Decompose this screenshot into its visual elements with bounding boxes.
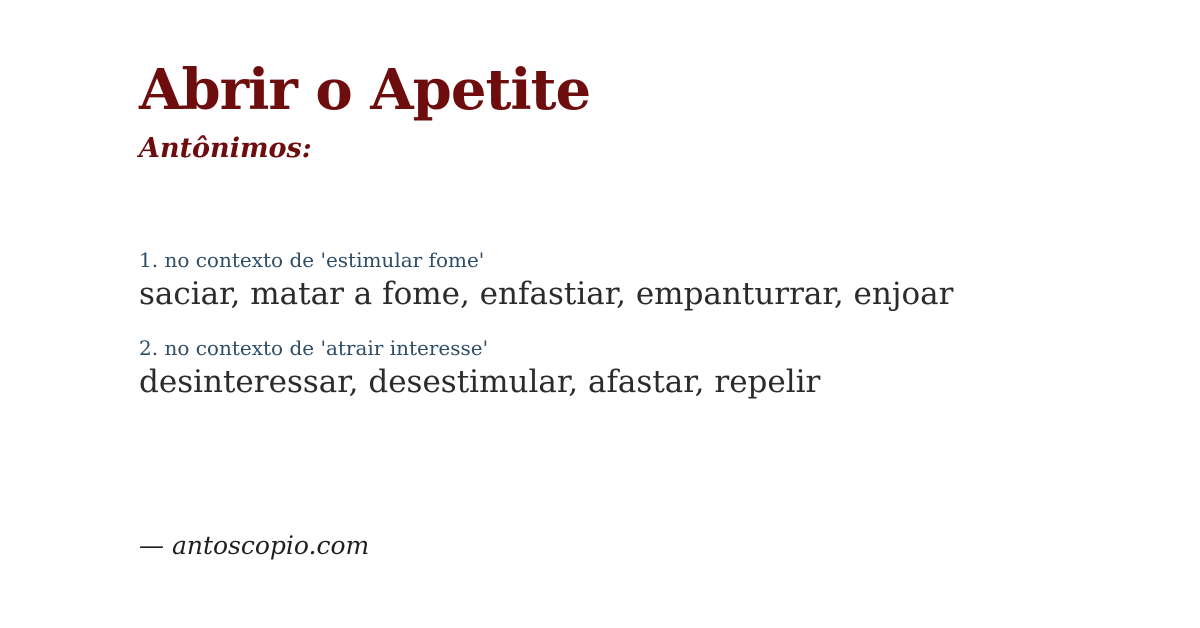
entry-1-context-text: no contexto de 'estimular fome' <box>164 248 485 272</box>
entry-2-context-text: no contexto de 'atrair interesse' <box>164 336 489 360</box>
page-title: Abrir o Apetite <box>139 57 591 123</box>
entry-2-number: 2. <box>139 336 159 360</box>
antonym-entry-2 <box>139 335 820 402</box>
antonym-entry-1 <box>139 247 953 314</box>
entry-2-antonyms: desinteressar, desestimular, afastar, repelir <box>139 364 821 400</box>
entry-1-number: 1. <box>139 248 159 272</box>
page-subtitle: Antônimos: <box>139 133 312 164</box>
entry-1-context-line <box>139 247 953 273</box>
entry-2-context-line <box>139 335 820 361</box>
entry-1-antonyms: saciar, matar a fome, enfastiar, empanturrar, enjoar <box>139 276 954 312</box>
footer-attribution: — antoscopio.com <box>139 531 370 560</box>
